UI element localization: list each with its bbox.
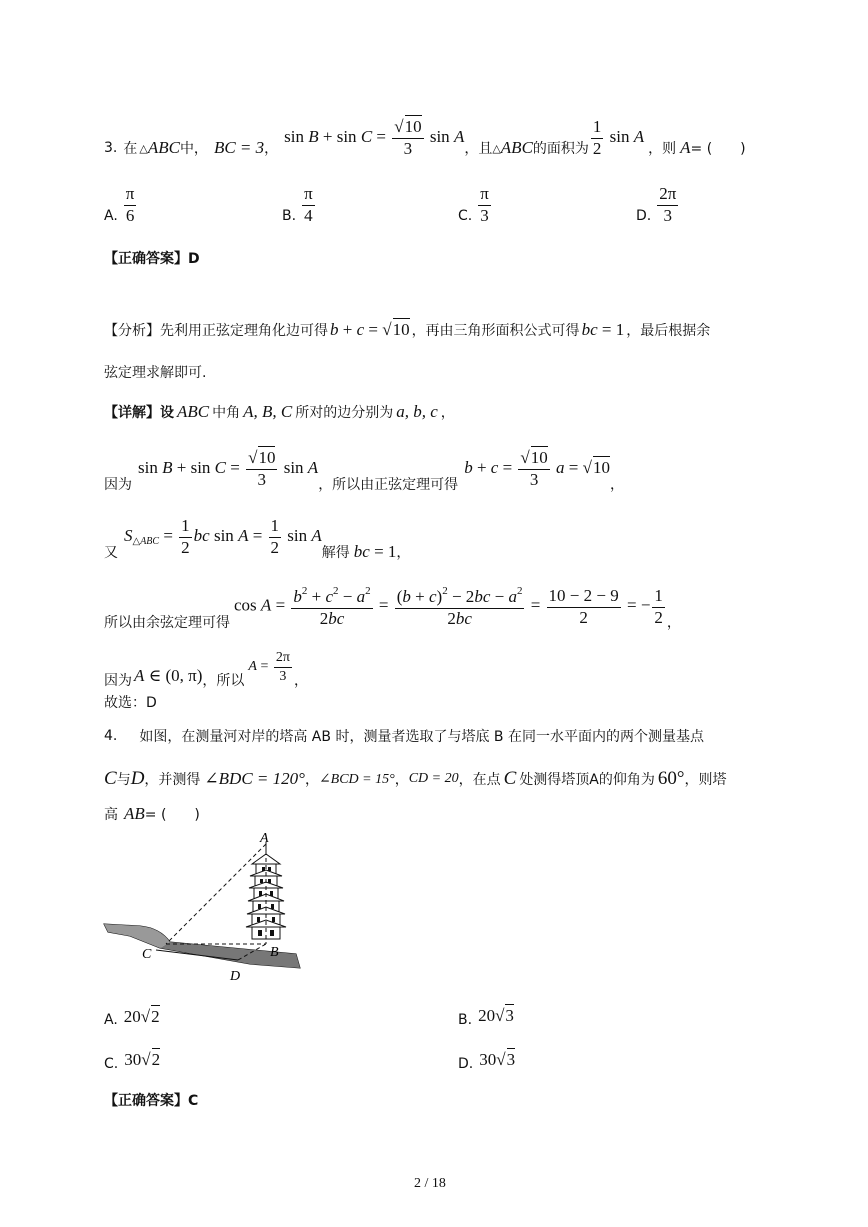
label-c: C <box>142 947 152 962</box>
q3-analysis-line2: 弦定理求解即可. <box>104 365 207 381</box>
q3-detail-line2: 因为 sin B + sin C = $\frac{√10}{3}$ sin A ，所以由正弦定理可得 b + c = $\frac{√10}{3}$ a = √10 ， <box>104 447 624 493</box>
q3-number: 3. <box>104 140 118 156</box>
q4-answer: 【正确答案】C <box>104 1093 199 1109</box>
q3-option-b[interactable]: B. $\frac{\pi}{4}$ <box>282 184 313 225</box>
q3-detail-line4: 所以由余弦定理可得 cos A = $\frac{b^2 + c^2 - a^2}{2bc}$ = $\frac{(b + c)^2 - 2bc - a^2}{2bc}$ = $\frac{10 - 2 - 9}{2}$ = − $\frac{1}{2}$ ， <box>104 585 681 631</box>
q4-line1: 4. 如图，在测量河对岸的塔高 AB 时，测量者选取了与塔底 B 在同一水平面内的两个测量基点 <box>104 728 704 745</box>
q4-line2: C 与 D ，并测得 ∠BDC = 120° ， ∠BCD = 15° ， CD = 20 ，在点 C 处测得塔顶A的仰角为 60° ，则塔 <box>104 768 727 789</box>
label-d: D <box>230 969 241 984</box>
q3-conclusion: 故选：D <box>104 695 157 711</box>
q4-option-a[interactable]: A. 20√2 <box>104 1007 160 1028</box>
q3-condition-formula: sin B + sin C = $\frac{√10}{3}$ sin A <box>284 116 465 158</box>
label-b: B <box>270 945 279 960</box>
q4-option-c[interactable]: C. 30√2 <box>104 1050 161 1072</box>
q4-line3: 高 AB = ( ) <box>104 804 200 823</box>
river-shade <box>160 942 300 968</box>
q3-detail-line5: 因为 A ∈ (0, π) ，所以 A = $\frac{2\pi}{3}$ ， <box>104 650 308 689</box>
q4-option-b[interactable]: B. 20√3 <box>458 1006 514 1028</box>
q3-analysis-line1: 【分析】先利用正弦定理角化边可得 b + c = √10 ，再由三角形面积公式可得 bc = 1 ，最后根据余 <box>104 320 711 339</box>
q4-option-d[interactable]: D. 30√3 <box>458 1050 516 1072</box>
label-a: A <box>260 832 269 846</box>
q3-detail-line3: 又 $S_{\triangle ABC}$ = $\frac{1}{2}$ bc sin A = $\frac{1}{2}$ sin A 解得 bc = 1 ， <box>104 515 411 561</box>
q3-option-d[interactable]: D. $\frac{2\pi}{3}$ <box>636 184 677 225</box>
q3-stem: 3. 在 △ ABC 中， BC = 3 ， sin B + sin C = $\frac{√10}{3}$ sin A ，且 △ ABC 的面积为 $\frac{1}{2}$ sin A ，则 A = ( ) <box>104 116 746 158</box>
page-number: 2 / 18 <box>414 1176 446 1191</box>
q3-detail-line1: 【详解】设 ABC 中角 A, B, C 所对的边分别为 a, b, c ， <box>104 402 455 421</box>
q3-option-a[interactable]: A. $\frac{\pi}{6}$ <box>104 184 135 225</box>
q3-option-c[interactable]: C. $\frac{\pi}{3}$ <box>458 184 489 225</box>
q4-tower-figure <box>100 832 310 992</box>
q3-answer: 【正确答案】D <box>104 251 200 267</box>
q3-area-formula: $\frac{1}{2}$ sin A <box>592 116 645 158</box>
